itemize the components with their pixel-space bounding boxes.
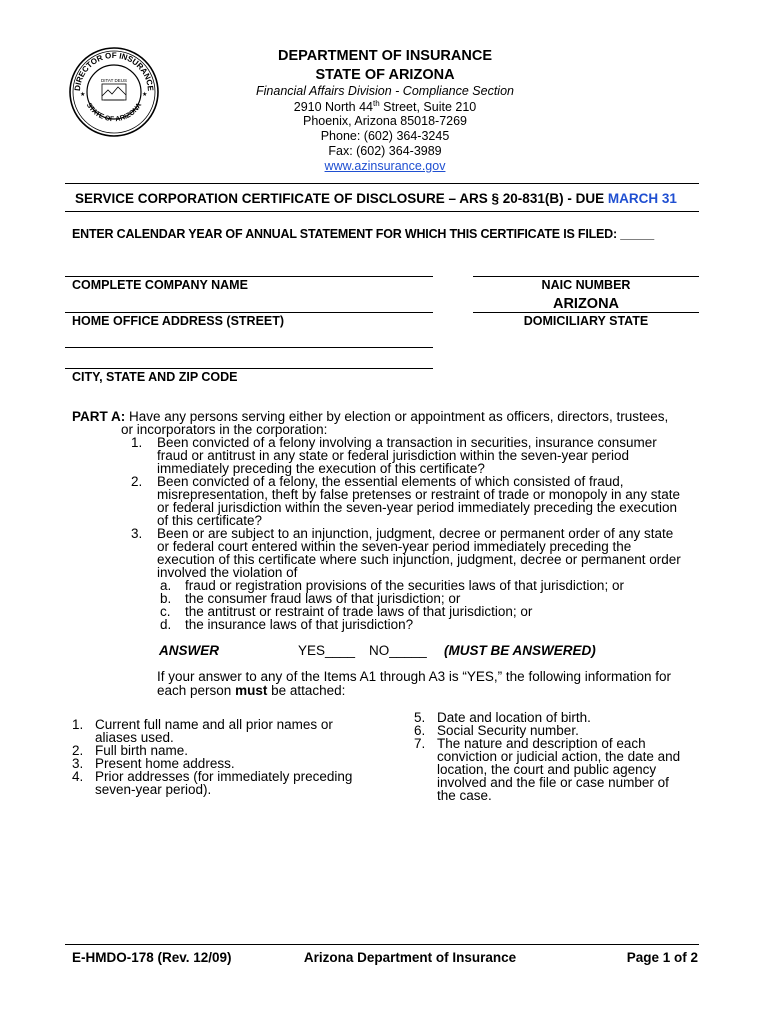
company-name-label: COMPLETE COMPANY NAME bbox=[72, 278, 248, 292]
item-2-number: 2. bbox=[131, 474, 143, 489]
item-3-number: 3. bbox=[131, 526, 143, 541]
title-top-rule bbox=[65, 183, 699, 184]
info-1-number: 1. bbox=[72, 717, 84, 732]
form-title-main: SERVICE CORPORATION CERTIFICATE OF DISCLOSURE – ARS § 20-831(B) - DUE bbox=[75, 191, 608, 206]
item-3-line-2: or federal court entered within the seven-year period immediately preceding the bbox=[157, 539, 632, 554]
due-date: MARCH 31 bbox=[607, 191, 677, 206]
seal-star-right-icon: ★ bbox=[142, 92, 148, 98]
seal-outer-text: DIRECTOR OF INSURANCE bbox=[72, 50, 156, 92]
info-6-number: 6. bbox=[414, 723, 426, 738]
form-id: E-HMDO-178 (Rev. 12/09) bbox=[72, 950, 232, 965]
page-number: Page 1 of 2 bbox=[626, 950, 698, 965]
division-line: Financial Affairs Division - Compliance Section bbox=[256, 84, 514, 98]
street-address bbox=[0, 99, 770, 114]
if-yes-must: must bbox=[235, 683, 268, 698]
domiciliary-value: ARIZONA bbox=[552, 296, 620, 312]
fax-line: Fax: (602) 364-3989 bbox=[328, 144, 442, 158]
dept-heading: DEPARTMENT OF INSURANCE bbox=[277, 48, 492, 64]
info-2-line-1: Full birth name. bbox=[95, 743, 189, 758]
domiciliary-line[interactable] bbox=[473, 312, 699, 313]
domiciliary-label: DOMICILIARY STATE bbox=[523, 314, 649, 328]
seal-inner-text: STATE OF ARIZONA bbox=[84, 101, 144, 124]
title-bottom-rule bbox=[65, 211, 699, 212]
part-a-intro-2: or incorporators in the corporation: bbox=[121, 422, 328, 437]
item-1-number: 1. bbox=[131, 435, 143, 450]
naic-line[interactable] bbox=[473, 276, 699, 277]
part-a-label: PART A: bbox=[72, 409, 126, 424]
info-7-line-1: The nature and description of each bbox=[437, 736, 646, 751]
info-1-line-2: aliases used. bbox=[95, 730, 174, 745]
address-line-2[interactable] bbox=[65, 347, 433, 348]
info-4-line-1: Prior addresses (for immediately preceding bbox=[95, 769, 353, 784]
footer-rule bbox=[65, 944, 699, 945]
info-3-number: 3. bbox=[72, 756, 84, 771]
company-name-line[interactable] bbox=[65, 276, 433, 277]
calendar-year-prompt[interactable]: ENTER CALENDAR YEAR OF ANNUAL STATEMENT FOR WHICH THIS CERTIFICATE IS FILED: _____ bbox=[72, 227, 655, 241]
sub-item-b-letter: b. bbox=[160, 591, 172, 606]
sub-item-c-letter: c. bbox=[160, 604, 171, 619]
answer-label: ANSWER bbox=[159, 643, 219, 658]
item-2-line-1: Been convicted of a felony, the essential elements of which consisted of fraud, bbox=[157, 474, 624, 489]
city-line: Phoenix, Arizona 85018-7269 bbox=[302, 114, 467, 128]
info-3-line-1: Present home address. bbox=[95, 756, 235, 771]
website-link-wrap bbox=[0, 159, 770, 173]
item-3-line-3: execution of this certificate where such injunction, judgment, decree or permanent order bbox=[157, 552, 681, 567]
footer-agency: Arizona Department of Insurance bbox=[303, 950, 517, 965]
sub-item-d-text: the insurance laws of that jurisdiction? bbox=[185, 617, 414, 632]
state-heading: STATE OF ARIZONA bbox=[315, 67, 455, 83]
item-2-line-4: of this certificate? bbox=[157, 513, 263, 528]
info-7-line-2: conviction or judicial action, the date and bbox=[437, 749, 681, 764]
info-7-line-3: location, the court and public agency bbox=[437, 762, 657, 777]
info-7-number: 7. bbox=[414, 736, 426, 751]
info-4-number: 4. bbox=[72, 769, 84, 784]
city-state-zip-label: CITY, STATE AND ZIP CODE bbox=[72, 370, 238, 384]
website-link[interactable]: www.azinsurance.gov bbox=[324, 159, 446, 173]
must-be-answered: (MUST BE ANSWERED) bbox=[444, 643, 596, 658]
item-1-line-2: fraud or antitrust in any state or federal jurisdiction within the seven-year period bbox=[157, 448, 629, 463]
if-yes-line-1: If your answer to any of the Items A1 through A3 is “YES,” the following information for bbox=[157, 669, 672, 684]
home-office-label: HOME OFFICE ADDRESS (STREET) bbox=[72, 314, 285, 328]
item-1-line-1: Been convicted of a felony involving a transaction in securities, insurance consumer bbox=[157, 435, 657, 450]
info-7-line-4: involved and the file or case number of bbox=[437, 775, 669, 790]
answer-no[interactable]: NO_____ bbox=[369, 643, 427, 658]
info-7-line-5: the case. bbox=[437, 788, 492, 803]
street-post: Street, Suite 210 bbox=[379, 100, 477, 115]
if-yes-post: be attached: bbox=[267, 683, 346, 698]
sub-item-c-text: the antitrust or restraint of trade laws of that jurisdiction; or bbox=[185, 604, 533, 619]
phone-line: Phone: (602) 364-3245 bbox=[320, 129, 450, 143]
info-4-line-2: seven-year period). bbox=[95, 782, 212, 797]
item-3-line-4: involved the violation of bbox=[157, 565, 298, 580]
street-sup: th bbox=[372, 99, 380, 108]
info-6-line-1: Social Security number. bbox=[437, 723, 579, 738]
home-office-line[interactable] bbox=[65, 312, 433, 313]
item-2-line-3: or federal jurisdiction within the seven-year period immediately preceding the execution bbox=[157, 500, 678, 515]
city-state-zip-line[interactable] bbox=[65, 368, 433, 369]
if-yes-pre: each person bbox=[157, 683, 236, 698]
item-2-line-2: misrepresentation, theft by false pretenses or restraint of trade or monopoly in any state bbox=[157, 487, 681, 502]
info-2-number: 2. bbox=[72, 743, 84, 758]
sub-item-a-letter: a. bbox=[160, 578, 172, 593]
info-5-line-1: Date and location of birth. bbox=[437, 710, 591, 725]
if-yes-line-2 bbox=[157, 684, 345, 697]
seal-motto: DITAT DEUS bbox=[100, 78, 128, 83]
form-title bbox=[75, 191, 677, 206]
sub-item-b-text: the consumer fraud laws of that jurisdiction; or bbox=[185, 591, 461, 606]
answer-yes[interactable]: YES____ bbox=[298, 643, 356, 658]
part-a-intro-1: Have any persons serving either by election or appointment as officers, directors, trustees, bbox=[129, 409, 669, 424]
info-5-number: 5. bbox=[414, 710, 426, 725]
item-1-line-3: immediately preceding the execution of this certificate? bbox=[157, 461, 485, 476]
info-1-line-1: Current full name and all prior names or bbox=[95, 717, 333, 732]
sub-item-a-text: fraud or registration provisions of the securities laws of that jurisdiction; or bbox=[185, 578, 624, 593]
naic-label: NAIC NUMBER bbox=[541, 278, 631, 292]
street-pre: 2910 North 44 bbox=[293, 100, 373, 115]
seal-star-left-icon: ★ bbox=[80, 92, 86, 98]
sub-item-d-letter: d. bbox=[160, 617, 172, 632]
item-3-line-1: Been or are subject to an injunction, judgment, decree or permanent order of any state bbox=[157, 526, 674, 541]
